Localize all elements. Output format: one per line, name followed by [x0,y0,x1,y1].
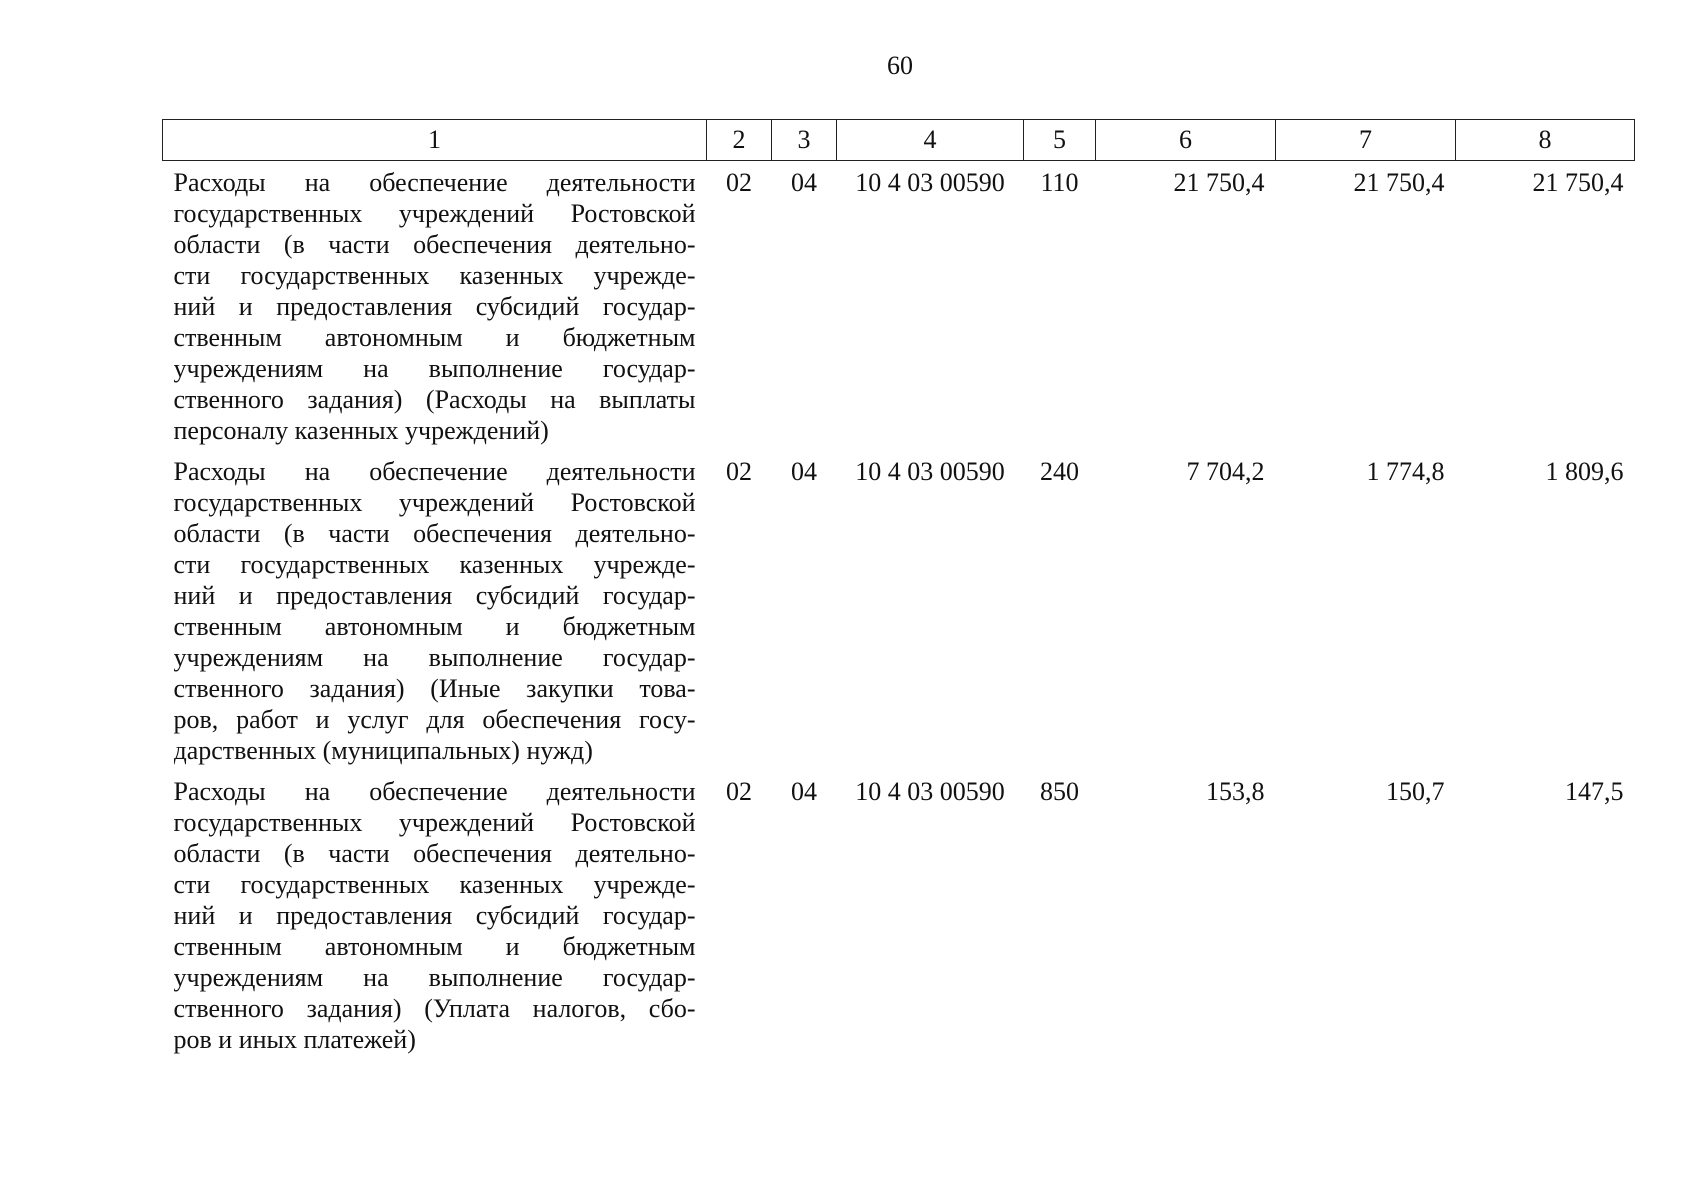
header-col-6: 6 [1096,120,1276,161]
description-line: ний и предоставления субсидий государ- [173,581,696,610]
amount-col-6: 153,8 [1206,777,1265,806]
header-col-5: 5 [1024,120,1096,161]
header-col-8: 8 [1456,120,1635,161]
header-col-4: 4 [837,120,1024,161]
description-line: области (в части обеспечения деятельно- [173,839,696,868]
row-description [163,450,707,770]
amount-col-7: 150,7 [1386,777,1445,806]
expense-type-code: 110 [1040,168,1079,197]
amount-col-6: 21 750,4 [1173,168,1265,197]
description-line: государственных учреждений Ростовской [173,488,696,517]
description-line: ров, работ и услуг для обеспечения госу- [173,705,696,734]
amount-col-7: 21 750,4 [1353,168,1445,197]
table-row [163,770,1635,1059]
description-line: персоналу казенных учреждений) [173,416,549,445]
amount-col-8: 1 809,6 [1545,457,1624,486]
description-line: ственным автономным и бюджетным [173,612,696,641]
description-line: дарственных (муниципальных) нужд) [173,736,593,765]
subsection-code: 04 [791,457,817,486]
budget-table [162,119,1635,1059]
description-line: ний и предоставления субсидий государ- [173,292,696,321]
description-line: Расходы на обеспечение деятельности [173,777,696,806]
target-article-code: 10 4 03 00590 [855,168,1005,197]
description-line: ственного задания) (Расходы на выплаты [173,385,696,414]
section-code: 02 [726,777,752,806]
header-col-1: 1 [163,120,707,161]
target-article-code: 10 4 03 00590 [855,777,1005,806]
row-description [163,770,707,1059]
table-row [163,450,1635,770]
description-line: области (в части обеспечения деятельно- [173,230,696,259]
description-line: ственным автономным и бюджетным [173,932,696,961]
description-line: Расходы на обеспечение деятельности [173,457,696,486]
section-code: 02 [726,457,752,486]
description-line: области (в части обеспечения деятельно- [173,519,696,548]
table-row [163,161,1635,451]
description-line: ственного задания) (Уплата налогов, сбо- [173,994,696,1023]
page-number: 60 [887,51,913,80]
subsection-code: 04 [791,168,817,197]
amount-col-7: 1 774,8 [1366,457,1445,486]
target-article-code: 10 4 03 00590 [855,457,1005,486]
expense-type-code: 240 [1040,457,1079,486]
description-line: государственных учреждений Ростовской [173,808,696,837]
amount-col-8: 21 750,4 [1532,168,1624,197]
description-line: сти государственных казенных учрежде- [173,870,696,899]
section-code: 02 [726,168,752,197]
description-line: сти государственных казенных учрежде- [173,550,696,579]
description-line: ственного задания) (Иные закупки това- [173,674,696,703]
description-line: учреждениям на выполнение государ- [173,643,696,672]
amount-col-6: 7 704,2 [1186,457,1265,486]
header-col-2: 2 [707,120,772,161]
description-line: учреждениям на выполнение государ- [173,354,696,383]
description-line: учреждениям на выполнение государ- [173,963,696,992]
expense-type-code: 850 [1040,777,1079,806]
description-line: сти государственных казенных учрежде- [173,261,696,290]
header-col-3: 3 [772,120,837,161]
amount-col-8: 147,5 [1565,777,1624,806]
header-col-7: 7 [1276,120,1456,161]
row-description [163,161,707,451]
description-line: государственных учреждений Ростовской [173,199,696,228]
description-line: ний и предоставления субсидий государ- [173,901,696,930]
subsection-code: 04 [791,777,817,806]
description-line: ственным автономным и бюджетным [173,323,696,352]
header-row [163,120,1635,161]
description-line: ров и иных платежей) [173,1025,416,1054]
description-line: Расходы на обеспечение деятельности [173,168,696,197]
